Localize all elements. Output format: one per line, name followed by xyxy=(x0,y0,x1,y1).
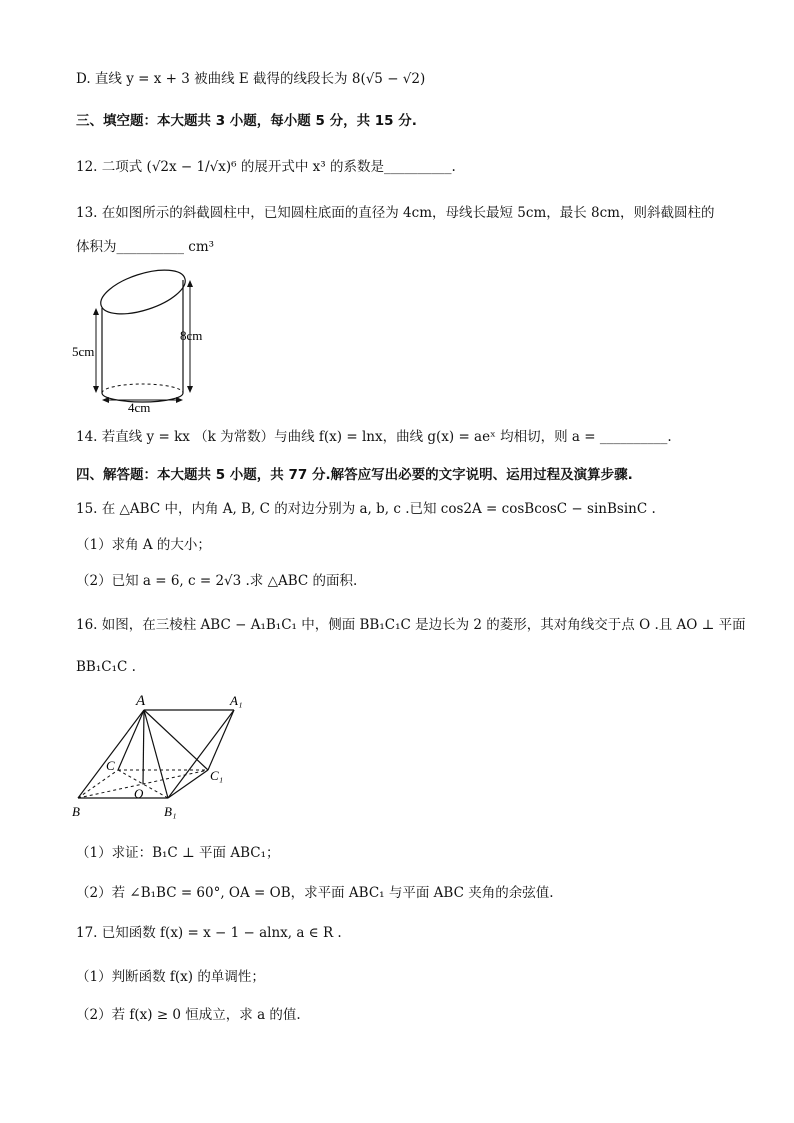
label-short: 5cm xyxy=(72,344,95,359)
edge-A1-B1 xyxy=(168,710,234,798)
label-O: O xyxy=(134,786,144,801)
question-16-line-1: 16. 如图，在三棱柱 ABC − A₁B₁C₁ 中，侧面 BB₁C₁C 是边长为 2 的菱形，其对角线交于点 O .且 AO ⊥ 平面 xyxy=(76,617,746,633)
question-13-line-2: 体积为__________ cm³ xyxy=(76,239,215,255)
edge-A-O xyxy=(143,710,144,784)
edge-A-B xyxy=(78,710,144,798)
short-arrow-bottom xyxy=(93,386,99,393)
edge-A-C1 xyxy=(144,710,208,770)
label-long: 8cm xyxy=(180,328,203,343)
diameter-arrow-right xyxy=(176,397,183,403)
label-B1: B₁ xyxy=(164,804,177,819)
label-B: B xyxy=(72,804,80,819)
question-17: 17. 已知函数 f(x) = x − 1 − alnx, a ∈ R . xyxy=(76,925,342,941)
question-16-line-2: BB₁C₁C . xyxy=(76,659,136,675)
question-14: 14. 若直线 y = kx （k 为常数）与曲线 f(x) = lnx，曲线 g(x) = aeˣ 均相切，则 a = __________. xyxy=(76,429,672,445)
long-arrow-bottom xyxy=(187,386,193,393)
label-C1: C₁ xyxy=(210,768,224,783)
triangular-prism-figure xyxy=(66,690,266,825)
label-diameter: 4cm xyxy=(128,400,151,415)
option-d: D. 直线 y = x + 3 被曲线 E 截得的线段长为 8(√5 − √2) xyxy=(76,71,426,87)
question-17-part-1: （1）判断函数 f(x) 的单调性； xyxy=(76,969,265,985)
short-arrow-top xyxy=(93,308,99,315)
question-15: 15. 在 △ABC 中，内角 A, B, C 的对边分别为 a, b, c .已知 cos2A = cosBcosC − sinBsinC . xyxy=(76,501,656,517)
diameter-arrow-left xyxy=(102,397,109,403)
question-16-part-1: （1）求证：B₁C ⊥ 平面 ABC₁； xyxy=(76,845,280,861)
label-C: C xyxy=(106,758,115,773)
edge-B1-C1 xyxy=(168,770,208,798)
bottom-back-arc xyxy=(102,384,183,393)
question-13-line-1: 13. 在如图所示的斜截圆柱中，已知圆柱底面的直径为 4cm，母线长最短 5cm，最长 8cm，则斜截圆柱的 xyxy=(76,205,715,221)
section-4-heading: 四、解答题：本大题共 5 小题，共 77 分.解答应写出必要的文字说明、运用过程及演算步骤. xyxy=(76,467,633,483)
label-A: A xyxy=(136,693,146,709)
question-12: 12. 二项式 (√2x − 1/√x)⁶ 的展开式中 x³ 的系数是__________. xyxy=(76,159,456,175)
oblique-cylinder-figure xyxy=(70,260,230,415)
long-arrow-top xyxy=(187,280,193,287)
question-15-part-2: （2）已知 a = 6, c = 2√3 .求 △ABC 的面积. xyxy=(76,573,358,589)
edge-A-B1 xyxy=(144,710,168,798)
label-A1: A₁ xyxy=(230,693,243,708)
question-17-part-2: （2）若 f(x) ≥ 0 恒成立，求 a 的值. xyxy=(76,1007,301,1023)
section-3-heading: 三、填空题：本大题共 3 小题，每小题 5 分，共 15 分. xyxy=(76,113,417,129)
question-16-part-2: （2）若 ∠B₁BC = 60°, OA = OB，求平面 ABC₁ 与平面 ABC 夹角的余弦值. xyxy=(76,885,554,901)
question-15-part-1: （1）求角 A 的大小； xyxy=(76,537,211,553)
top-ellipse xyxy=(96,261,191,322)
